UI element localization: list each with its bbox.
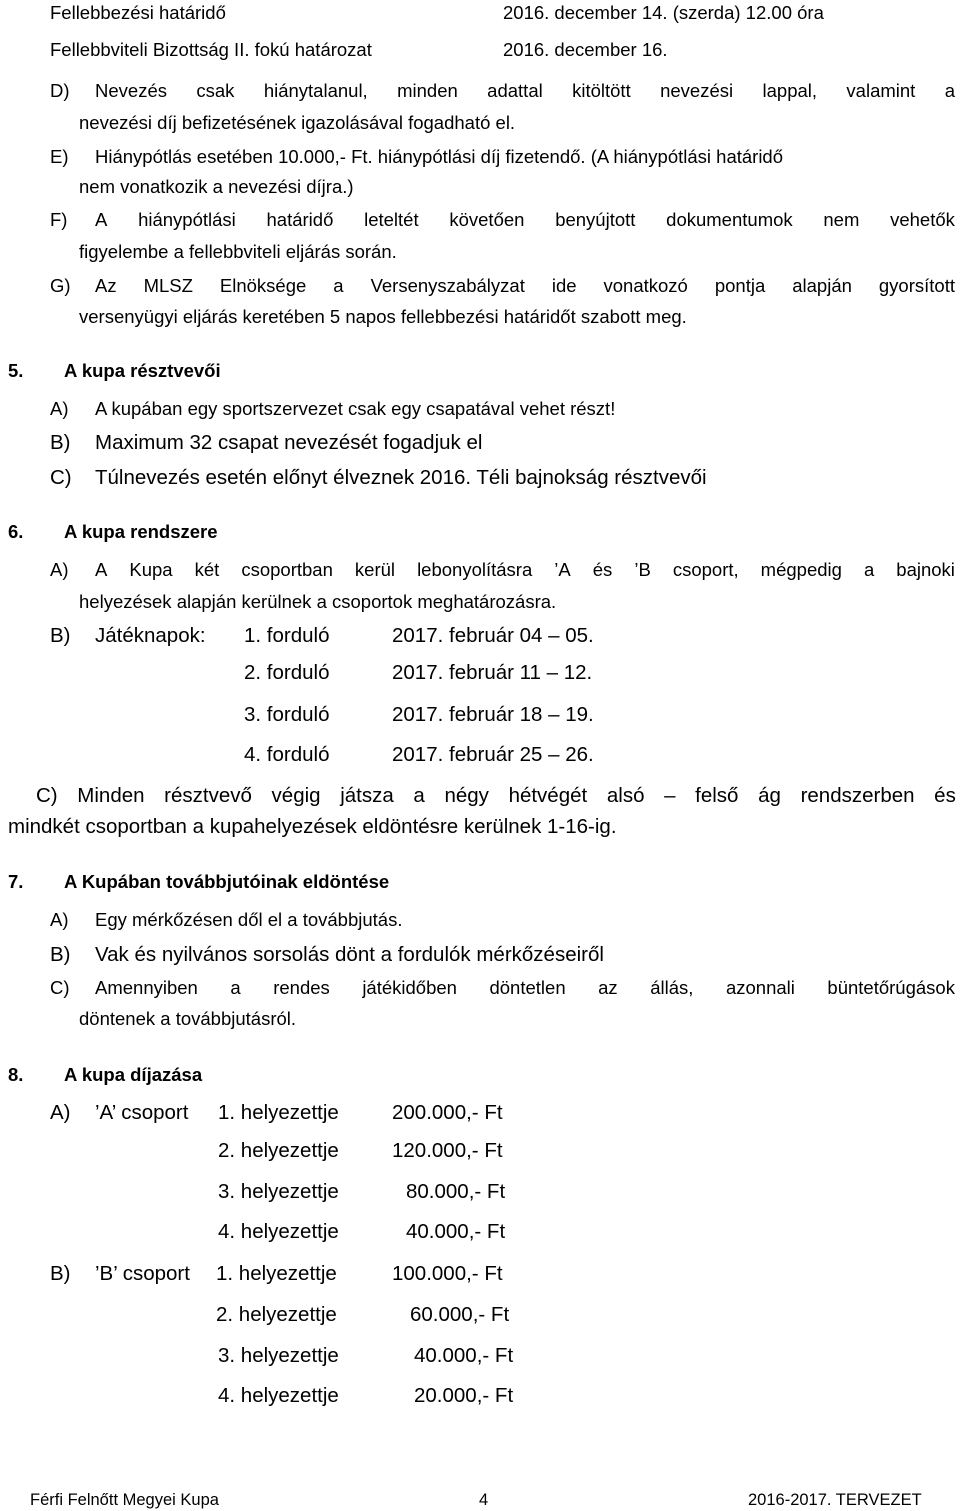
section5-b-letter: B) — [50, 431, 71, 454]
section8-number: 8. — [8, 1064, 24, 1085]
group-b-place-4: 4. helyezettje — [218, 1384, 339, 1407]
section6-c-line1: C) Minden résztvevő végig játsza a négy hétvégét alsó – felső ág rendszerben és — [36, 784, 956, 807]
item-d-line2: nevezési díj befizetésének igazolásával fogadható el. — [79, 112, 516, 133]
group-b-prize-2: 60.000,- Ft — [410, 1303, 510, 1326]
section7-number: 7. — [8, 871, 24, 892]
group-a-prize-2: 120.000,- Ft — [392, 1139, 503, 1162]
section5-a-text: A kupában egy sportszervezet csak egy csapatával vehet részt! — [95, 398, 616, 419]
decision-label: Fellebbviteli Bizottság II. fokú határozat — [50, 39, 372, 60]
section6-b-letter: B) — [50, 624, 71, 647]
group-a-letter: A) — [50, 1101, 71, 1124]
group-b-place-3: 3. helyezettje — [218, 1344, 339, 1367]
item-f-line1: A hiánypótlási határidő leteltét követően benyújtott dokumentumok nem vehetők — [95, 209, 955, 230]
group-b-prize-3: 40.000,- Ft — [414, 1344, 514, 1367]
round-4-date: 2017. február 25 – 26. — [392, 743, 594, 766]
round-3-date: 2017. február 18 – 19. — [392, 703, 594, 726]
section7-b-letter: B) — [50, 943, 71, 966]
section6-number: 6. — [8, 521, 24, 542]
section5-a-letter: A) — [50, 398, 69, 419]
section6-b-label: Játéknapok: — [95, 624, 206, 647]
section6-a-letter: A) — [50, 559, 69, 580]
group-b-name: ’B’ csoport — [95, 1262, 190, 1285]
round-2-label: 2. forduló — [244, 661, 330, 684]
group-b-prize-4: 20.000,- Ft — [414, 1384, 514, 1407]
group-a-prize-1: 200.000,- Ft — [392, 1101, 503, 1124]
footer-version: 2016-2017. TERVEZET — [748, 1491, 922, 1509]
section7-a-letter: A) — [50, 909, 69, 930]
group-a-place-4: 4. helyezettje — [218, 1220, 339, 1243]
section6-a-line2: helyezések alapján kerülnek a csoportok meghatározásra. — [79, 591, 557, 612]
section7-c-letter: C) — [50, 977, 70, 998]
item-e-line2: nem vonatkozik a nevezési díjra.) — [79, 176, 354, 197]
section5-b-text: Maximum 32 csapat nevezését fogadjuk el — [95, 431, 483, 454]
item-d-line1: Nevezés csak hiánytalanul, minden adattal kitöltött nevezési lappal, valamint a — [95, 80, 955, 101]
section7-c-line1: Amennyiben a rendes játékidőben döntetlen az állás, azonnali büntetőrúgások — [95, 977, 955, 998]
section8-title: A kupa díjazása — [64, 1064, 203, 1085]
item-f-letter: F) — [50, 209, 68, 230]
round-3-label: 3. forduló — [244, 703, 330, 726]
group-b-letter: B) — [50, 1262, 71, 1285]
deadline-label: Fellebbezési határidő — [50, 2, 226, 23]
round-1-label: 1. forduló — [244, 624, 330, 647]
item-g-letter: G) — [50, 275, 71, 296]
item-d-letter: D) — [50, 80, 70, 101]
section7-b-text: Vak és nyilvános sorsolás dönt a fordulók mérkőzéseiről — [95, 943, 604, 966]
group-a-name: ’A’ csoport — [95, 1101, 189, 1124]
group-a-prize-3: 80.000,- Ft — [406, 1180, 506, 1203]
group-a-place-3: 3. helyezettje — [218, 1180, 339, 1203]
group-a-place-1: 1. helyezettje — [218, 1101, 339, 1124]
deadline-value: 2016. december 14. (szerda) 12.00 óra — [503, 2, 824, 23]
round-4-label: 4. forduló — [244, 743, 330, 766]
section5-number: 5. — [8, 360, 24, 381]
decision-value: 2016. december 16. — [503, 39, 668, 60]
group-a-place-2: 2. helyezettje — [218, 1139, 339, 1162]
section6-c-line2: mindkét csoportban a kupahelyezések eldöntésre kerülnek 1-16-ig. — [8, 815, 617, 838]
section6-title: A kupa rendszere — [64, 521, 218, 542]
section5-c-letter: C) — [50, 466, 72, 489]
footer-page-number: 4 — [479, 1491, 489, 1509]
item-g-line1: Az MLSZ Elnöksége a Versenyszabályzat ide vonatkozó pontja alapján gyorsított — [95, 275, 955, 296]
group-b-place-2: 2. helyezettje — [216, 1303, 337, 1326]
round-2-date: 2017. február 11 – 12. — [392, 661, 593, 684]
item-e-letter: E) — [50, 146, 69, 167]
footer-title: Férfi Felnőtt Megyei Kupa — [30, 1491, 219, 1509]
group-a-prize-4: 40.000,- Ft — [406, 1220, 506, 1243]
group-b-prize-1: 100.000,- Ft — [392, 1262, 503, 1285]
item-e-line1: Hiánypótlás esetében 10.000,- Ft. hiánypótlási díj fizetendő. (A hiánypótlási határidő — [95, 146, 784, 167]
round-1-date: 2017. február 04 – 05. — [392, 624, 594, 647]
section5-c-text: Túlnevezés esetén előnyt élveznek 2016. Téli bajnokság résztvevői — [95, 466, 707, 489]
section5-title: A kupa résztvevői — [64, 360, 221, 381]
item-g-line2: versenyügyi eljárás keretében 5 napos fellebbezési határidőt szabott meg. — [79, 306, 687, 327]
section7-c-line2: döntenek a továbbjutásról. — [79, 1008, 297, 1029]
section6-a-line1: A Kupa két csoportban kerül lebonyolításra ’A és ’B csoport, mégpedig a bajnoki — [95, 559, 955, 580]
group-b-place-1: 1. helyezettje — [216, 1262, 337, 1285]
section7-title: A Kupában továbbjutóinak eldöntése — [64, 871, 390, 892]
section7-a-text: Egy mérkőzésen dől el a továbbjutás. — [95, 909, 403, 930]
item-f-line2: figyelembe a fellebbviteli eljárás során. — [79, 241, 397, 262]
